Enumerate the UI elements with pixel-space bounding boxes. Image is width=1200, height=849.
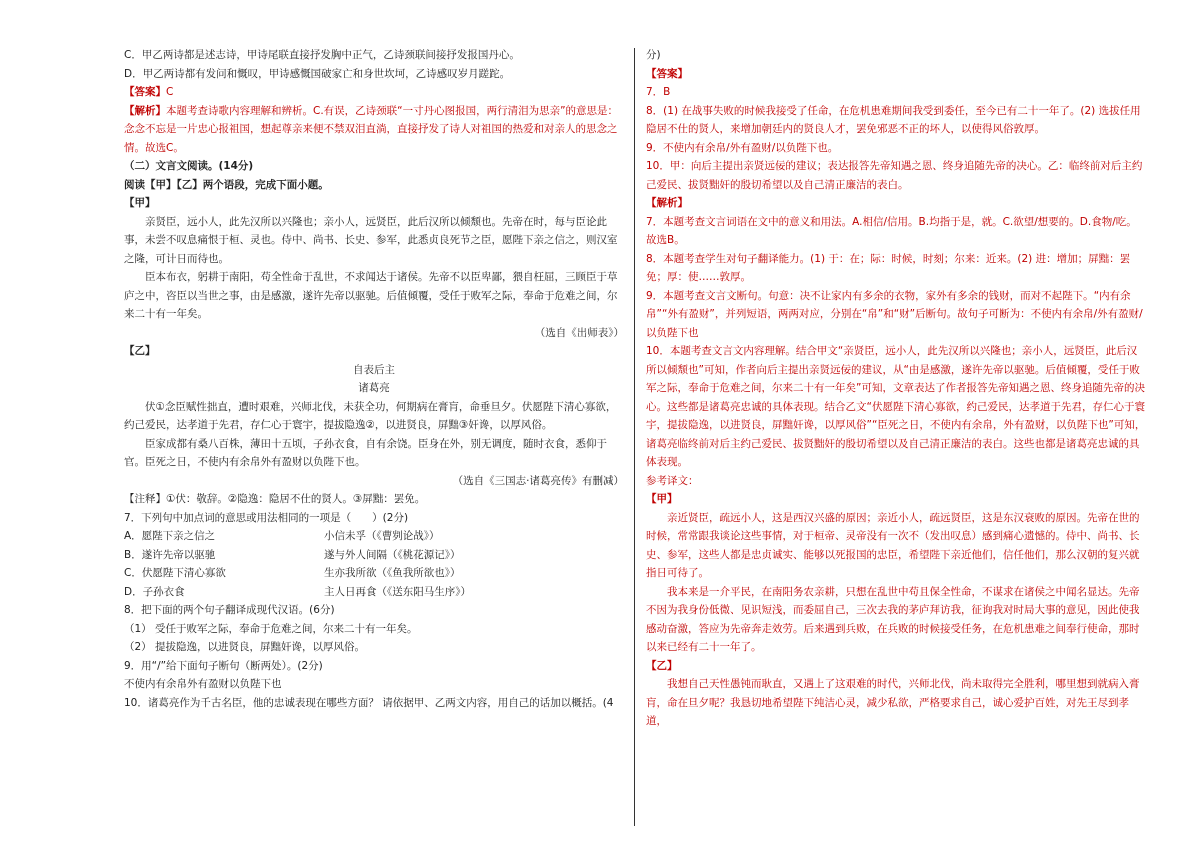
passage-yi-p1: 伏①念臣赋性拙直，遭时艰难，兴师北伐，未获全功，何期病在膏肓，命垂旦夕。伏愿陛下清心寡欲，约己爱民，达孝道于先君，存仁心于寰宇，提拔隐逸②，以进贤良，屏黜③奸谗，以厚风俗。 [124, 400, 617, 431]
answer-10: 10．甲：向后主提出亲贤远佞的建议；表达报答先帝知遇之恩、终身追随先帝的决心。乙：临终前对后主约己爱民、拔贤黜奸的殷切希望以及自己清正廉洁的表白。 [646, 160, 1143, 191]
answer-label: 【答案】 [646, 67, 688, 80]
annotation-note: 【注释】①伏：敬辞。②隐逸：隐居不仕的贤人。③屏黜：罢免。 [124, 493, 426, 505]
analysis-paragraph [124, 102, 624, 158]
right-column [646, 46, 1146, 731]
passage-jia-p1: 亲贤臣，远小人，此先汉所以兴隆也；亲小人，远贤臣，此后汉所以倾颓也。先帝在时，每与臣论此事，未尝不叹息痛恨于桓、灵也。侍中、尚书、长史、参军，此悉贞良死节之臣，愿陛下亲之信之，则汉室之隆，可计日而待也。 [124, 215, 618, 265]
option-d: D．甲乙两诗都有发问和慨叹，甲诗感慨国破家亡和身世坎坷，乙诗感叹岁月蹉跎。 [124, 67, 511, 80]
translation-jia-label: 【甲】 [646, 493, 678, 505]
analysis-7: 7．本题考查文言词语在文中的意义和用法。A.相信/信用。B.均指于是，就。C.欲望/想要的。D.食物/吃。故选B。 [646, 215, 1137, 246]
q7-option-row: D．子孙衣食 主人日再食（《送东阳马生序》） [124, 585, 471, 598]
q7-option-row: B．遂许先帝以驱驰 遂与外人间隔（《桃花源记》） [124, 548, 461, 561]
question-8-item-1: （1） 受任于败军之际，奉命于危难之间，尔来二十有一年矣。 [124, 622, 418, 635]
passage-jia-p2: 臣本布衣，躬耕于南阳，苟全性命于乱世，不求闻达于诸侯。先帝不以臣卑鄙，猥自枉屈，三顾臣于草庐之中，咨臣以当世之事，由是感激，遂许先帝以驱驰。后值倾覆，受任于败军之际，奉命于危难之间，尔来二十有一年矣。 [124, 271, 618, 320]
reference-translation-label: 参考译文： [646, 474, 699, 487]
analysis-label: 【解析】 [646, 197, 688, 209]
reading-instruction: 阅读【甲】【乙】两个语段，完成下面小题。 [124, 178, 329, 191]
question-9: 9．用“/”给下面句子断句（断两处）。(2分) [124, 659, 323, 672]
translation-yi-label: 【乙】 [646, 659, 678, 672]
answer-8: 8．(1) 在战事失败的时候我接受了任命，在危机患难期间我受到委任，至今已有二十一年了。(2) 选拔任用隐居不仕的贤人，来增加朝廷内的贤良人才，罢免邪恶不正的坏人，以使得风俗敦厚。 [646, 104, 1141, 135]
left-column [124, 46, 624, 712]
passage-yi-source: （选自《三国志·诸葛亮传》有删减） [452, 474, 624, 487]
section-heading: （二）文言文阅读。(14分) [124, 160, 254, 172]
question-8-item-2: （2） 提拔隐逸，以进贤良，屏黜奸谗，以厚风俗。 [124, 641, 366, 653]
option-c: C．甲乙两诗都是述志诗，甲诗尾联直接抒发胸中正气，乙诗颈联间接抒发报国丹心。 [124, 49, 520, 61]
analysis-label: 【解析】 [124, 104, 166, 117]
passage-yi-label: 【乙】 [124, 345, 156, 357]
passage-yi-author: 诸葛亮 [358, 382, 390, 394]
passage-jia-label: 【甲】 [124, 197, 156, 209]
analysis-9: 9．本题考查文言文断句。句意：决不让家内有多余的衣物，家外有多余的钱财，而对不起陛下。“内有余帛”“外有盈财”，并列短语，两两对应，分别在“帛”和“财”后断句。故句子可断为：不使内有余帛/外有盈财/以负陛下也 [646, 289, 1143, 339]
analysis-8: 8．本题考查学生对句子翻译能力。(1) 于：在；际：时候，时刻；尔来：近来。(2) 进：增加；屏黜：罢免；厚：使……敦厚。 [646, 252, 1131, 283]
answer-label: 【答案】 [124, 86, 166, 98]
q7-option-row: A．愿陛下亲之信之 小信未孚（《曹刿论战》） [124, 530, 440, 542]
question-10: 10．诸葛亮作为千古名臣，他的忠诚表现在哪些方面？ 请依据甲、乙两文内容，用自己的话加以概括。(4 [124, 696, 614, 709]
answer-value: C [166, 86, 174, 98]
passage-yi-title: 自表后主 [353, 363, 395, 376]
analysis-text: 本题考查诗歌内容理解和辨析。C.有误，乙诗颈联“一寸丹心图报国，两行清泪为思亲”的意思是：念念不忘是一片忠心报祖国，想起尊亲来便不禁双泪直淌，直接抒发了诗人对祖国的热爱和对亲人的思念之情。故选C。 [124, 104, 619, 154]
question-9-text: 不使内有余帛外有盈财以负陛下也 [124, 678, 282, 690]
translation-jia-p1: 亲近贤臣，疏远小人，这是西汉兴盛的原因；亲近小人，疏远贤臣，这是东汉衰败的原因。先帝在世的时候，常常跟我谈论这些事情，对于桓帝、灵帝没有一次不（发出叹息）感到痛心遗憾的。侍中、尚书、长史、参军，这些人都是忠贞诚实、能够以死报国的忠臣，希望陛下亲近他们，信任他们，那么汉朝的复兴就指日可待了。 [646, 511, 1140, 579]
q7-option-row: C．伏愿陛下清心寡欲 生亦我所欲（《鱼我所欲也》） [124, 567, 461, 579]
answer-line [124, 83, 624, 102]
answer-7: 7．B [646, 86, 671, 98]
answer-9: 9．不使内有余帛/外有盈财/以负陛下也。 [646, 141, 839, 154]
passage-yi-p2: 臣家成都有桑八百株，薄田十五顷，子孙衣食，自有余饶。臣身在外，别无调度，随时衣食，悉仰于官。臣死之日，不使内有余帛外有盈财以负陛下也。 [124, 437, 607, 468]
continuation-text: 分) [646, 49, 661, 61]
analysis-10: 10．本题考查文言文内容理解。结合甲文“亲贤臣，远小人，此先汉所以兴隆也；亲小人，远贤臣，此后汉所以倾颓也”可知，作者向后主提出亲贤远佞的建议，从“由是感激，遂许先帝以驱驰。后值倾覆，受任于败军之际，奉命于危难之间，尔来二十有一年矣”可知，文章表达了作者报答先帝知遇之恩、终身追随先帝的决心。这些都是诸葛亮忠诚的具体表现。结合乙文“伏愿陛下清心寡欲，约己爱民，达孝道于先君，存仁心于寰宇，提拔隐逸，以进贤良，屏黜奸谗，以厚风俗”“臣死之日，不使内有余帛，外有盈财，以负陛下也”可知，诸葛亮临终前对后主约己爱民、拔贤黜奸的殷切希望以及自己清正廉洁的表白。这些也都是诸葛亮忠诚的具体表现。 [646, 345, 1146, 468]
passage-jia-source: （选自《出师表》） [534, 326, 624, 339]
translation-jia-p2: 我本来是一介平民，在南阳务农亲耕，只想在乱世中苟且保全性命，不谋求在诸侯之中闻名显达。先帝不因为我身份低微、见识短浅，而委屈自己，三次去我的茅庐拜访我，征询我对时局大事的意见，因此使我感动奋激，答应为先帝奔走效劳。后来遇到兵败，在兵败的时候接受任务，在危机患难之间奉行使命，那时以来已经有二十一年了。 [646, 585, 1140, 653]
column-divider [634, 48, 635, 826]
question-7: 7．下列句中加点词的意思或用法相同的一项是（ ）(2分) [124, 511, 409, 524]
question-8: 8．把下面的两个句子翻译成现代汉语。(6分) [124, 604, 335, 616]
translation-yi-p1: 我想自己天性愚钝而耿直，又遇上了这艰难的时代，兴师北伐，尚未取得完全胜利，哪里想到就病入膏肓，命在旦夕呢？我恳切地希望陛下纯洁心灵，减少私欲，严格要求自己，诚心爱护百姓，对先王尽到孝道， [646, 678, 1140, 727]
